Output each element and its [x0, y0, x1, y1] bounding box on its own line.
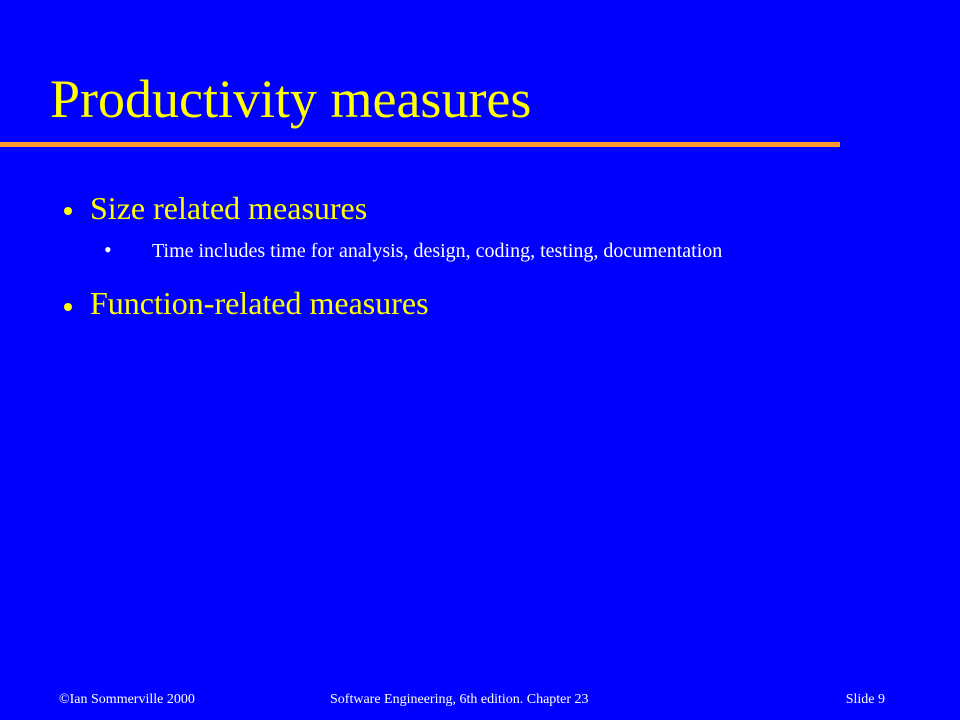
bullet-item-size-related: Size related measures [90, 190, 368, 226]
sub-bullet-dot-icon: • [104, 237, 112, 262]
title-underline [0, 142, 840, 147]
footer-book-title: Software Engineering, 6th edition. Chapter 23 [330, 692, 589, 707]
footer-copyright: ©Ian Sommerville 2000 [59, 692, 195, 707]
footer-slide-number: Slide 9 [845, 692, 885, 707]
sub-bullet-time-includes: Time includes time for analysis, design, coding, testing, documentation [152, 240, 723, 262]
slide-title: Productivity measures [50, 69, 532, 129]
bullet-dot-icon [64, 207, 72, 215]
bullet-dot-icon [64, 303, 72, 311]
bullet-item-function-related: Function-related measures [90, 285, 429, 321]
